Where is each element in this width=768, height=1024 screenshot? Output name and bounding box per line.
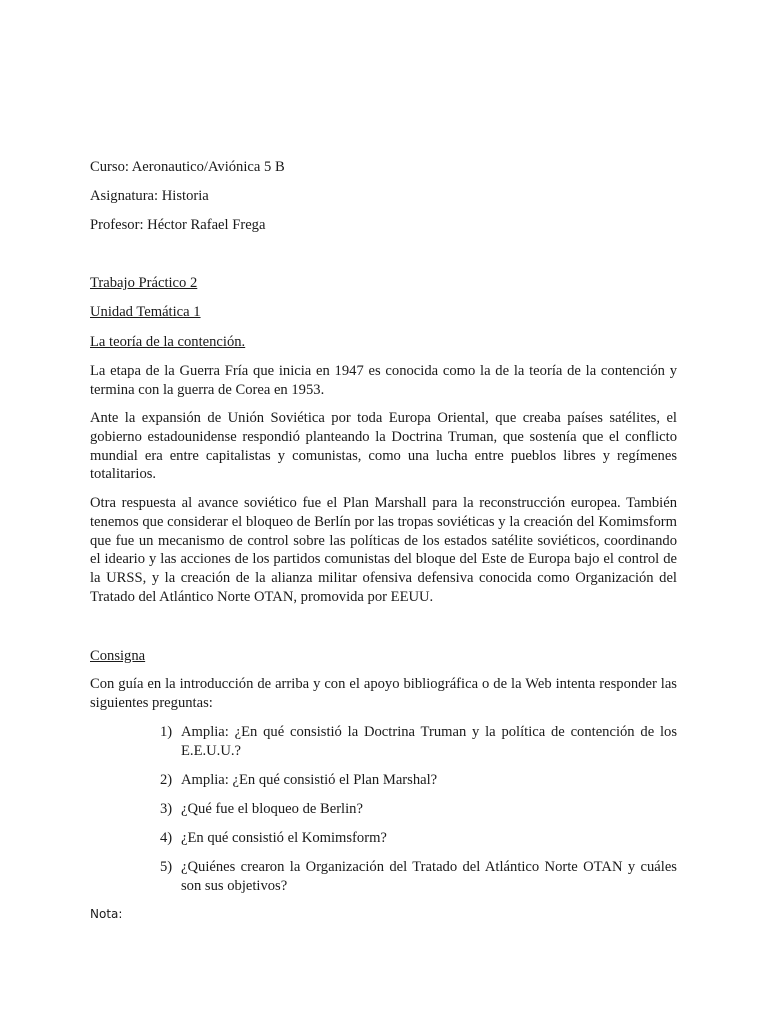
paragraph-truman: Ante la expansión de Unión Soviética por toda Europa Oriental, que creaba países satélites, el gobierno estadounidense respondió planteando la Doctrina Truman, que sostenía que el conflicto mundial era entre capitalistas y comunistas, como una lucha entre pueblos libres y regímenes totalitarios. [90,410,677,483]
unit-title: Unidad Temática 1 [90,304,201,320]
subject-line: Asignatura: Historia [90,188,209,204]
topic-title: La teoría de la contención. [90,334,246,350]
question-item [160,858,677,896]
question-item [160,800,677,819]
question-text: Amplia: ¿En qué consistió la Doctrina Truman y la política de contención de los E.E.U.U.? [181,724,677,759]
assignment-title: Trabajo Práctico 2 [90,275,198,291]
question-number: 5) [160,859,173,875]
question-number: 4) [160,830,173,846]
question-text: ¿Quiénes crearon la Organización del Tratado del Atlántico Norte OTAN y cuáles son sus objetivos? [181,859,677,894]
instructions-title: Consigna [90,648,146,664]
course-line: Curso: Aeronautico/Aviónica 5 B [90,159,285,175]
question-text: Amplia: ¿En qué consistió el Plan Marshal? [181,772,438,788]
paragraph-intro: La etapa de la Guerra Fría que inicia en 1947 es conocida como la de la teoría de la contención y termina con la guerra de Corea en 1953. [90,363,677,398]
instructions-intro: Con guía en la introducción de arriba y con el apoyo bibliográfica o de la Web intenta responder las siguientes preguntas: [90,676,677,711]
question-number: 1) [160,724,173,740]
question-number: 3) [160,801,173,817]
teacher-line: Profesor: Héctor Rafael Frega [90,217,266,233]
paragraph-marshall: Otra respuesta al avance soviético fue el Plan Marshall para la reconstrucción europea. También tenemos que considerar el bloqueo de Berlín por las tropas soviéticas y la creación del Komimsform que fue un mecanismo de control sobre las políticas de los estados satélite soviéticos, coordinando el ideario y las acciones de los partidos comunistas del bloque del Este de Europa bajo el control de la URSS, y la creación de la alianza militar ofensiva defensiva conocida como Organización del Tratado del Atlántico Norte OTAN, promovida por EEUU. [90,495,677,605]
note-label: Nota: [90,907,123,921]
question-text: ¿En qué consistió el Komimsform? [181,830,387,846]
question-text: ¿Qué fue el bloqueo de Berlin? [181,801,363,817]
question-item [160,829,677,848]
question-number: 2) [160,772,173,788]
question-item [160,771,677,790]
question-item [160,723,677,761]
